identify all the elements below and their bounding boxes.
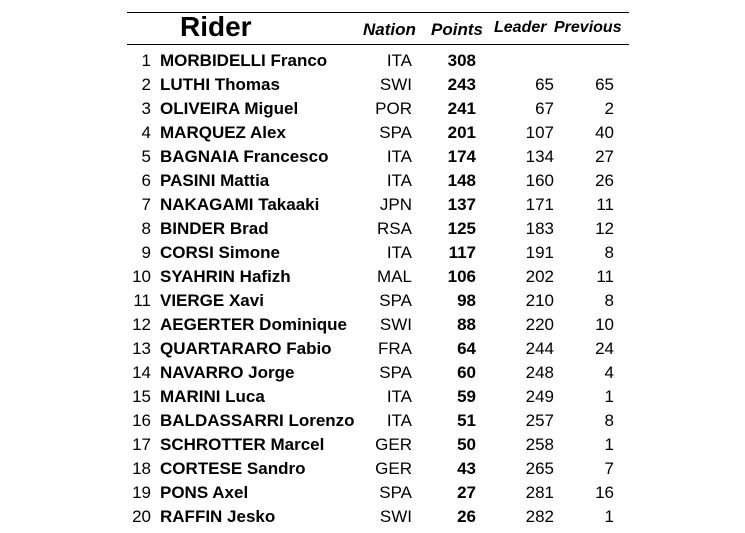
table-row xyxy=(127,120,629,144)
table-row xyxy=(127,144,629,168)
rider-position: 19 xyxy=(132,483,151,502)
rider-position: 20 xyxy=(132,507,151,526)
rider-gap-leader: 67 xyxy=(535,99,554,118)
rider-gap-leader: 210 xyxy=(525,291,554,310)
rider-name: SCHROTTER Marcel xyxy=(160,435,325,454)
rider-points: 243 xyxy=(447,75,476,94)
rider-gap-leader: 265 xyxy=(525,459,554,478)
header-rider: Rider xyxy=(180,11,252,42)
rider-name: BALDASSARRI Lorenzo xyxy=(160,411,355,430)
rider-name: AEGERTER Dominique xyxy=(160,315,348,334)
table-row xyxy=(127,312,629,336)
rider-gap-leader: 249 xyxy=(525,387,554,406)
rider-gap-previous: 2 xyxy=(604,99,614,118)
rider-name: SYAHRIN Hafizh xyxy=(160,267,291,286)
header-previous: Previous xyxy=(554,19,622,36)
rider-position: 7 xyxy=(141,195,151,214)
rider-points: 27 xyxy=(457,483,476,502)
rider-position: 5 xyxy=(141,147,151,166)
rider-points: 98 xyxy=(457,291,476,310)
rider-points: 106 xyxy=(447,267,476,286)
rider-nation: SPA xyxy=(379,291,412,310)
rider-position: 2 xyxy=(141,75,151,94)
rider-nation: ITA xyxy=(386,411,412,430)
rider-gap-leader: 171 xyxy=(525,195,554,214)
rider-points: 26 xyxy=(457,507,476,526)
rider-gap-leader: 183 xyxy=(525,219,554,238)
rider-points: 59 xyxy=(457,387,476,406)
rider-gap-previous: 12 xyxy=(595,219,614,238)
rider-name: BINDER Brad xyxy=(160,219,269,238)
rider-gap-leader: 248 xyxy=(525,363,554,382)
rider-name: MORBIDELLI Franco xyxy=(160,51,328,70)
rider-position: 13 xyxy=(132,339,151,358)
rider-gap-previous: 1 xyxy=(604,387,614,406)
rider-name: PONS Axel xyxy=(160,483,249,502)
header-nation: Nation xyxy=(363,20,416,39)
rider-name: OLIVEIRA Miguel xyxy=(160,99,299,118)
rider-gap-leader: 220 xyxy=(525,315,554,334)
rider-name: MARQUEZ Alex xyxy=(160,123,286,142)
rider-points: 148 xyxy=(447,171,476,190)
rider-points: 137 xyxy=(447,195,476,214)
table-row xyxy=(127,48,629,72)
rider-position: 11 xyxy=(133,291,151,310)
rider-nation: SWI xyxy=(379,75,412,94)
rider-points: 174 xyxy=(447,147,476,166)
table-row xyxy=(127,72,629,96)
rider-gap-leader: 258 xyxy=(525,435,554,454)
rider-gap-previous: 1 xyxy=(604,507,614,526)
rider-name: BAGNAIA Francesco xyxy=(160,147,329,166)
table-row xyxy=(127,240,629,264)
table-row xyxy=(127,456,629,480)
rider-gap-leader: 191 xyxy=(525,243,554,262)
table-row xyxy=(127,384,629,408)
rider-gap-previous: 10 xyxy=(595,315,614,334)
table-row xyxy=(127,480,629,504)
rider-gap-leader: 160 xyxy=(525,171,554,190)
rider-position: 6 xyxy=(141,171,151,190)
rider-position: 3 xyxy=(141,99,151,118)
rider-gap-previous: 26 xyxy=(595,171,614,190)
rider-gap-previous: 8 xyxy=(604,291,614,310)
table-row xyxy=(127,192,629,216)
rider-name: LUTHI Thomas xyxy=(160,75,280,94)
rider-points: 125 xyxy=(447,219,476,238)
rider-nation: ITA xyxy=(386,243,412,262)
rider-gap-previous: 8 xyxy=(604,243,614,262)
rider-nation: ITA xyxy=(386,147,412,166)
rider-gap-previous: 16 xyxy=(595,483,614,502)
rider-name: PASINI Mattia xyxy=(160,171,270,190)
rider-name: MARINI Luca xyxy=(160,387,265,406)
rider-nation: ITA xyxy=(386,387,412,406)
rider-position: 1 xyxy=(141,51,151,70)
rider-points: 43 xyxy=(457,459,476,478)
rider-gap-previous: 40 xyxy=(595,123,614,142)
standings-rows xyxy=(127,48,629,528)
rider-nation: SWI xyxy=(379,507,412,526)
rider-gap-leader: 244 xyxy=(525,339,554,358)
table-row xyxy=(127,216,629,240)
rider-points: 308 xyxy=(447,51,476,70)
rider-gap-leader: 281 xyxy=(525,483,554,502)
rider-name: RAFFIN Jesko xyxy=(160,507,276,526)
rider-gap-previous: 1 xyxy=(604,435,614,454)
rider-nation: SWI xyxy=(379,315,412,334)
rider-gap-previous: 11 xyxy=(596,195,614,214)
rider-points: 64 xyxy=(457,339,476,358)
rider-points: 50 xyxy=(457,435,476,454)
rider-position: 10 xyxy=(132,267,151,286)
rider-gap-previous: 11 xyxy=(596,267,614,286)
rider-points: 88 xyxy=(457,315,476,334)
rider-gap-leader: 134 xyxy=(525,147,554,166)
rider-gap-leader: 202 xyxy=(525,267,554,286)
table-row xyxy=(127,432,629,456)
table-row xyxy=(127,168,629,192)
rider-position: 8 xyxy=(141,219,151,238)
rider-position: 9 xyxy=(141,243,151,262)
rider-position: 12 xyxy=(132,315,151,334)
rider-nation: SPA xyxy=(379,483,412,502)
header-leader: Leader xyxy=(494,19,547,36)
rider-points: 51 xyxy=(457,411,476,430)
rider-position: 4 xyxy=(141,123,151,142)
rider-name: CORTESE Sandro xyxy=(160,459,306,478)
table-header xyxy=(127,12,629,42)
rider-nation: GER xyxy=(375,435,412,454)
header-rule xyxy=(127,44,629,45)
table-row xyxy=(127,408,629,432)
rider-nation: RSA xyxy=(377,219,412,238)
rider-nation: MAL xyxy=(377,267,412,286)
rider-position: 16 xyxy=(132,411,151,430)
rider-gap-previous: 27 xyxy=(595,147,614,166)
rider-name: NAKAGAMI Takaaki xyxy=(160,195,320,214)
rider-gap-previous: 65 xyxy=(595,75,614,94)
table-row xyxy=(127,96,629,120)
rider-nation: ITA xyxy=(386,51,412,70)
rider-nation: ITA xyxy=(386,171,412,190)
rider-gap-previous: 7 xyxy=(604,459,614,478)
rider-gap-leader: 65 xyxy=(535,75,554,94)
header-points: Points xyxy=(431,20,483,39)
rider-gap-leader: 257 xyxy=(525,411,554,430)
rider-gap-leader: 107 xyxy=(525,123,554,142)
rider-position: 17 xyxy=(132,435,151,454)
table-row xyxy=(127,504,629,528)
rider-nation: FRA xyxy=(378,339,412,358)
rider-position: 15 xyxy=(132,387,151,406)
rider-name: VIERGE Xavi xyxy=(160,291,264,310)
rider-nation: SPA xyxy=(379,123,412,142)
rider-nation: POR xyxy=(375,99,412,118)
rider-nation: JPN xyxy=(379,195,412,214)
rider-gap-leader: 282 xyxy=(525,507,554,526)
rider-points: 117 xyxy=(448,243,476,262)
table-row xyxy=(127,264,629,288)
rider-name: CORSI Simone xyxy=(160,243,280,262)
rider-points: 241 xyxy=(447,99,476,118)
rider-name: NAVARRO Jorge xyxy=(160,363,295,382)
rider-gap-previous: 4 xyxy=(604,363,614,382)
rider-position: 18 xyxy=(132,459,151,478)
rider-points: 60 xyxy=(457,363,476,382)
rider-nation: SPA xyxy=(379,363,412,382)
standings-sheet xyxy=(127,12,629,533)
rider-gap-previous: 8 xyxy=(604,411,614,430)
table-row xyxy=(127,288,629,312)
rider-name: QUARTARARO Fabio xyxy=(160,339,332,358)
rider-position: 14 xyxy=(132,363,151,382)
rider-nation: GER xyxy=(375,459,412,478)
table-row xyxy=(127,360,629,384)
rider-points: 201 xyxy=(447,123,476,142)
table-row xyxy=(127,336,629,360)
rider-gap-previous: 24 xyxy=(595,339,614,358)
